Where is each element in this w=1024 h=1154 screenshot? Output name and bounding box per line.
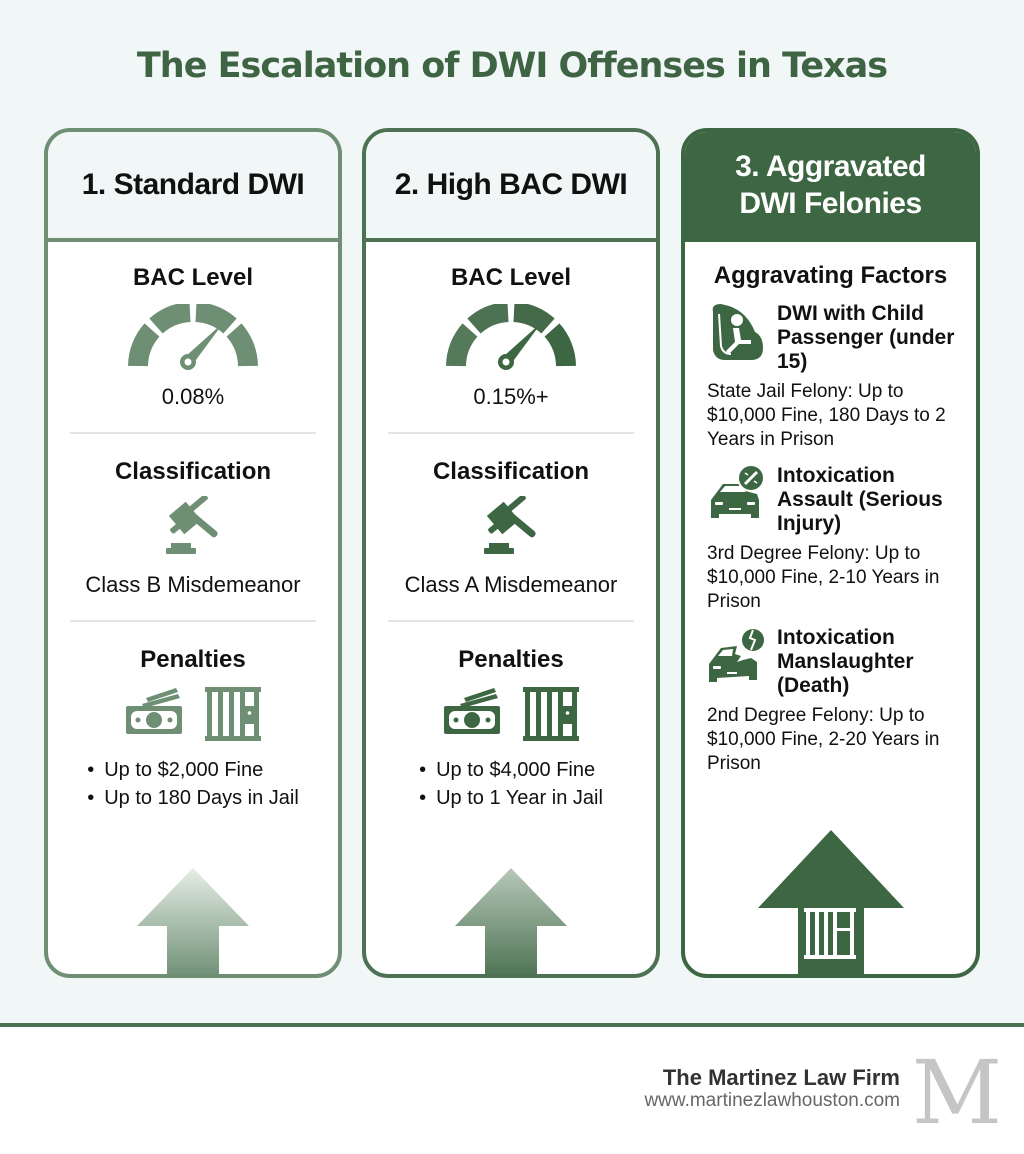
factor-intoxication-assault bbox=[685, 464, 976, 614]
factor-title: DWI with Child Passenger (under 15) bbox=[777, 302, 955, 373]
penalties-section bbox=[48, 646, 338, 812]
gavel-icon bbox=[476, 496, 546, 562]
card-heading: 2. High BAC DWI bbox=[366, 132, 656, 242]
jail-cell-icon bbox=[204, 686, 262, 742]
penalties-section bbox=[366, 646, 656, 812]
speedometer-gauge-icon bbox=[446, 304, 576, 374]
penalty-item: • Up to $4,000 Fine bbox=[419, 756, 603, 784]
gavel-icon bbox=[158, 496, 228, 562]
factor-description: State Jail Felony: Up to $10,000 Fine, 180 Days to 2 Years in Prison bbox=[707, 381, 946, 450]
speedometer-gauge-icon bbox=[128, 304, 258, 374]
card-aggravated-dwi-felonies bbox=[681, 128, 980, 978]
divider bbox=[388, 432, 634, 434]
cash-icon bbox=[124, 686, 184, 736]
divider bbox=[70, 432, 316, 434]
up-arrow-icon bbox=[135, 866, 251, 978]
factor-title: Intoxication Manslaughter (Death) bbox=[777, 626, 914, 697]
firm-logo: M bbox=[911, 1041, 1002, 1144]
card-heading-line1: 3. Aggravated bbox=[735, 149, 926, 183]
penalty-item: • Up to $2,000 Fine bbox=[87, 756, 299, 784]
factor-description: 2nd Degree Felony: Up to $10,000 Fine, 2-20 Years in Prison bbox=[707, 705, 940, 774]
factor-child-passenger bbox=[685, 302, 976, 452]
penalties-label: Penalties bbox=[140, 646, 246, 673]
bac-label: BAC Level bbox=[450, 264, 572, 291]
classification-section bbox=[48, 458, 338, 598]
classification-value: Class B Misdemeanor bbox=[85, 572, 301, 597]
firm-name: The Martinez Law Firm bbox=[662, 1065, 900, 1090]
page-title: The Escalation of DWI Offenses in Texas bbox=[136, 46, 888, 86]
penalty-item: • Up to 180 Days in Jail bbox=[87, 784, 299, 812]
aggravating-factors-label: Aggravating Factors bbox=[713, 262, 948, 289]
classification-label: Classification bbox=[432, 458, 590, 485]
card-high-bac-dwi bbox=[362, 128, 660, 978]
penalties-list bbox=[87, 756, 299, 812]
child-car-seat-icon bbox=[707, 302, 767, 364]
jail-cell-icon bbox=[522, 686, 580, 742]
card-heading-line2: DWI Felonies bbox=[739, 187, 922, 220]
penalty-item: • Up to 1 Year in Jail bbox=[419, 784, 603, 812]
classification-section bbox=[366, 458, 656, 598]
card-heading bbox=[685, 132, 976, 242]
up-arrow-jail-icon bbox=[756, 828, 906, 978]
factor-description: 3rd Degree Felony: Up to $10,000 Fine, 2-10 Years in Prison bbox=[707, 543, 940, 612]
cash-icon bbox=[442, 686, 502, 736]
bac-label: BAC Level bbox=[132, 264, 254, 291]
car-injury-icon bbox=[707, 464, 767, 524]
footer bbox=[0, 1027, 1024, 1154]
bac-value: 0.15%+ bbox=[473, 384, 549, 409]
factor-intoxication-manslaughter bbox=[685, 626, 976, 776]
card-standard-dwi bbox=[44, 128, 342, 978]
card-heading: 1. Standard DWI bbox=[48, 132, 338, 242]
divider bbox=[70, 620, 316, 622]
penalties-label: Penalties bbox=[458, 646, 564, 673]
classification-label: Classification bbox=[114, 458, 272, 485]
factors-label-section bbox=[685, 262, 976, 290]
bac-value: 0.08% bbox=[161, 384, 225, 409]
factor-title: Intoxication Assault (Serious Injury) bbox=[777, 464, 943, 535]
firm-website-link[interactable]: www.martinezlawhouston.com bbox=[644, 1090, 900, 1111]
bac-section bbox=[366, 264, 656, 410]
car-crash-death-icon bbox=[707, 626, 767, 686]
divider bbox=[388, 620, 634, 622]
classification-value: Class A Misdemeanor bbox=[404, 572, 618, 597]
penalties-list bbox=[419, 756, 603, 812]
bac-section bbox=[48, 264, 338, 410]
up-arrow-icon bbox=[453, 866, 569, 978]
